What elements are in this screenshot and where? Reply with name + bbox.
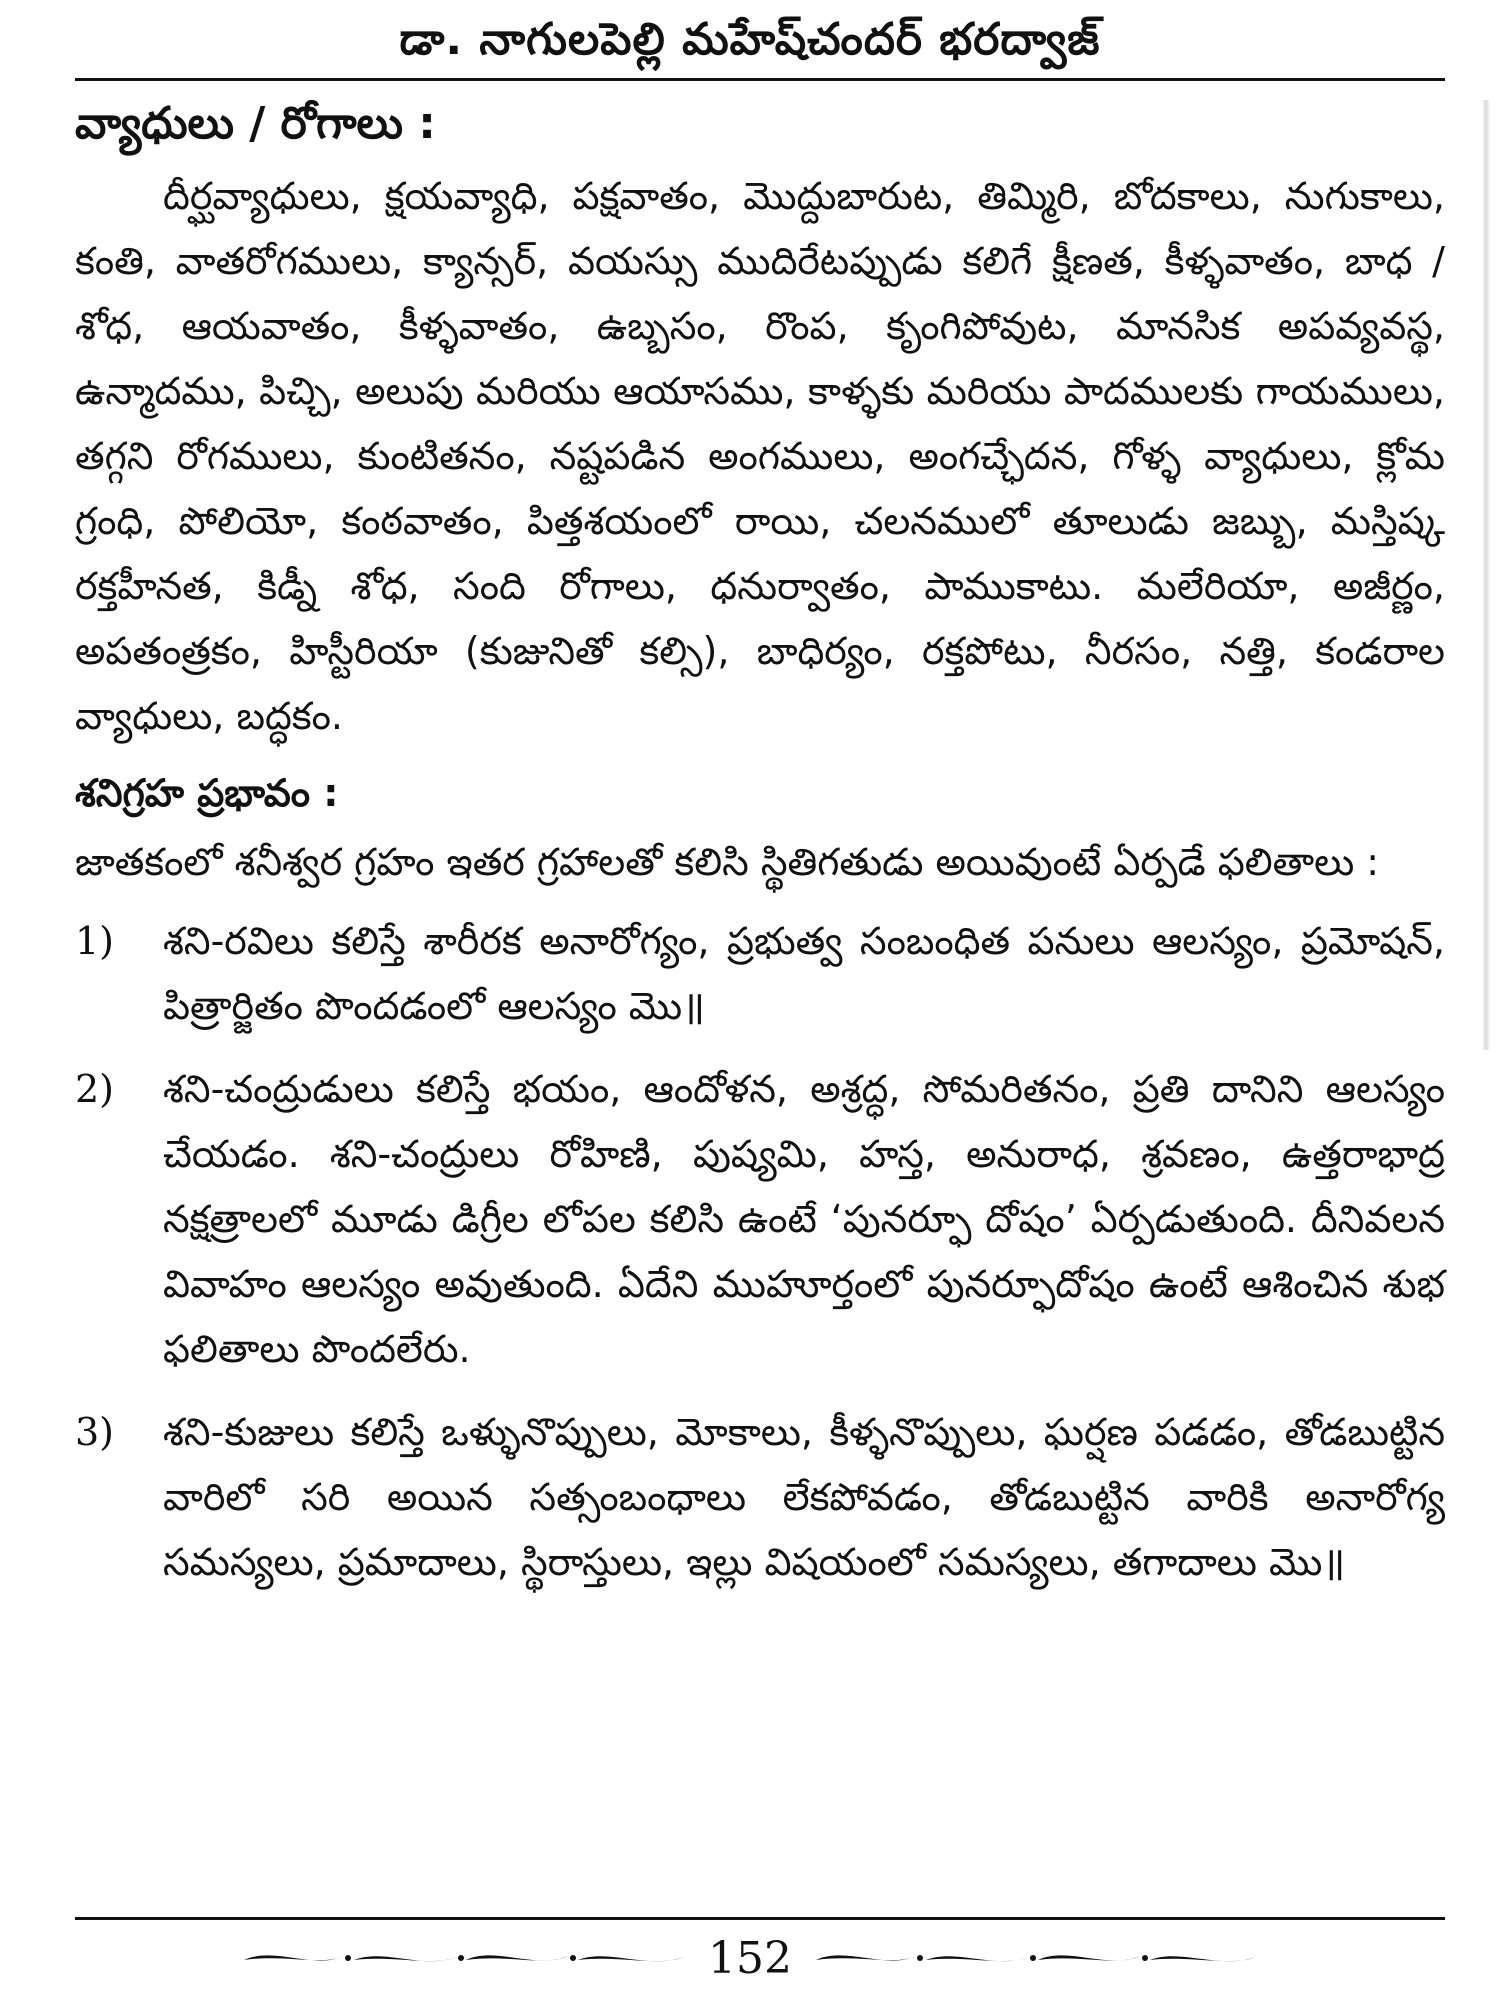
page-edge-shadow [1482, 100, 1490, 1050]
page-body [75, 92, 1445, 1613]
list-item [75, 1057, 1445, 1382]
list-item [75, 1400, 1445, 1595]
shani-heading: శనిగ్రహ ప్రభావం : [75, 771, 339, 815]
page-footer [0, 1928, 1500, 1988]
list-item-text: శని-చంద్రుడులు కలిస్తే భయం, ఆందోళన, అశ్రద్ధ, సోమరితనం, ప్రతి దానిని ఆలస్యం చేయడం. శని-చంద్రులు రోహిణి, పుష్యమి, హస్త, అనురాధ, శ్రవణం, ఉత్తరాభాద్ర నక్షత్రాలలో మూడు డిగ్రీల లోపల కలిసి ఉంటే ‘పునర్ఫూ దోషం’ ఏర్పడుతుంది. దీనివలన వివాహం ఆలస్యం అవుతుంది. ఏదేని ముహూర్తంలో పునర్ఫూదోషం ఉంటే ఆశించిన శుభ ఫలితాలు పొందలేరు. [163, 1067, 1445, 1371]
running-header: డా. నాగులపెల్లి మహేష్‌చందర్ భరద్వాజ్ [399, 14, 1101, 65]
footer-rule [75, 1917, 1445, 1920]
right-ornament-icon [806, 1940, 1266, 1976]
page-number: 152 [708, 1932, 792, 1984]
left-ornament-icon [234, 1940, 694, 1976]
list-item-number: 3) [75, 1410, 115, 1454]
list-item-number: 1) [75, 919, 115, 963]
diseases-heading: వ్యాధులు / రోగాలు : [75, 98, 436, 149]
diseases-paragraph: దీర్ఘవ్యాధులు, క్షయవ్యాధి, పక్షవాతం, మొద్దుబారుట, తిమ్మిరి, బోదకాలు, నుగుకాలు, కంతి, వాతరోగములు, క్యాన్సర్, వయస్సు ముదిరేటప్పుడు కలిగే క్షీణత, కీళ్ళవాతం, బాధ / శోధ, ఆయవాతం, కీళ్ళవాతం, ఉబ్బసం, రొంప, కృంగిపోవుట, మానసిక అపవ్యవస్థ, ఉన్మాదము, పిచ్చి, అలుపు మరియు ఆయాసము, కాళ్ళకు మరియు పాదములకు గాయములు, తగ్గని రోగములు, కుంటితనం, నష్టపడిన అంగములు, అంగచ్ఛేదన, గోళ్ళ వ్యాధులు, క్లోమ గ్రంధి, పోలియో, కంఠవాతం, పిత్తశయంలో రాయి, చలనములో తూలుడు జబ్బు, మస్తిష్క రక్తహీనత, కిడ్నీ శోధ, సంది రోగాలు, ధనుర్వాతం, పాముకాటు. మలేరియా, అజీర్ణం, అపతంత్రకం, హిస్టీరియా (కుజునితో కల్సి), బాధిర్యం, రక్తపోటు, నీరసం, నత్తి, కండరాల వ్యాధులు, బద్ధకం. [75, 174, 1445, 738]
list-item-text: శని-కుజులు కలిస్తే ఒళ్ళునొప్పులు, మోకాలు, కీళ్ళనొప్పులు, ఘర్షణ పడడం, తోడబుట్టిన వారిలో సరి అయిన సత్సంబంధాలు లేకపోవడం, తోడబుట్టిన వారికి అనారోగ్య సమస్యలు, ప్రమాదాలు, స్థిరాస్తులు, ఇల్లు విషయంలో సమస్యలు, తగాదాలు మొ॥ [163, 1410, 1445, 1584]
list-item [75, 909, 1445, 1039]
list-item-number: 2) [75, 1067, 115, 1111]
header-rule [75, 78, 1445, 81]
list-item-text: శని-రవిలు కలిస్తే శారీరక అనారోగ్యం, ప్రభుత్వ సంబంధిత పనులు ఆలస్యం, ప్రమోషన్, పిత్రార్జితం పొందడంలో ఆలస్యం మొ॥ [163, 919, 1445, 1028]
shani-intro: జాతకంలో శనీశ్వర గ్రహం ఇతర గ్రహాలతో కలిసి స్థితిగతుడు అయివుంటే ఏర్పడే ఫలితాలు : [75, 840, 1380, 884]
